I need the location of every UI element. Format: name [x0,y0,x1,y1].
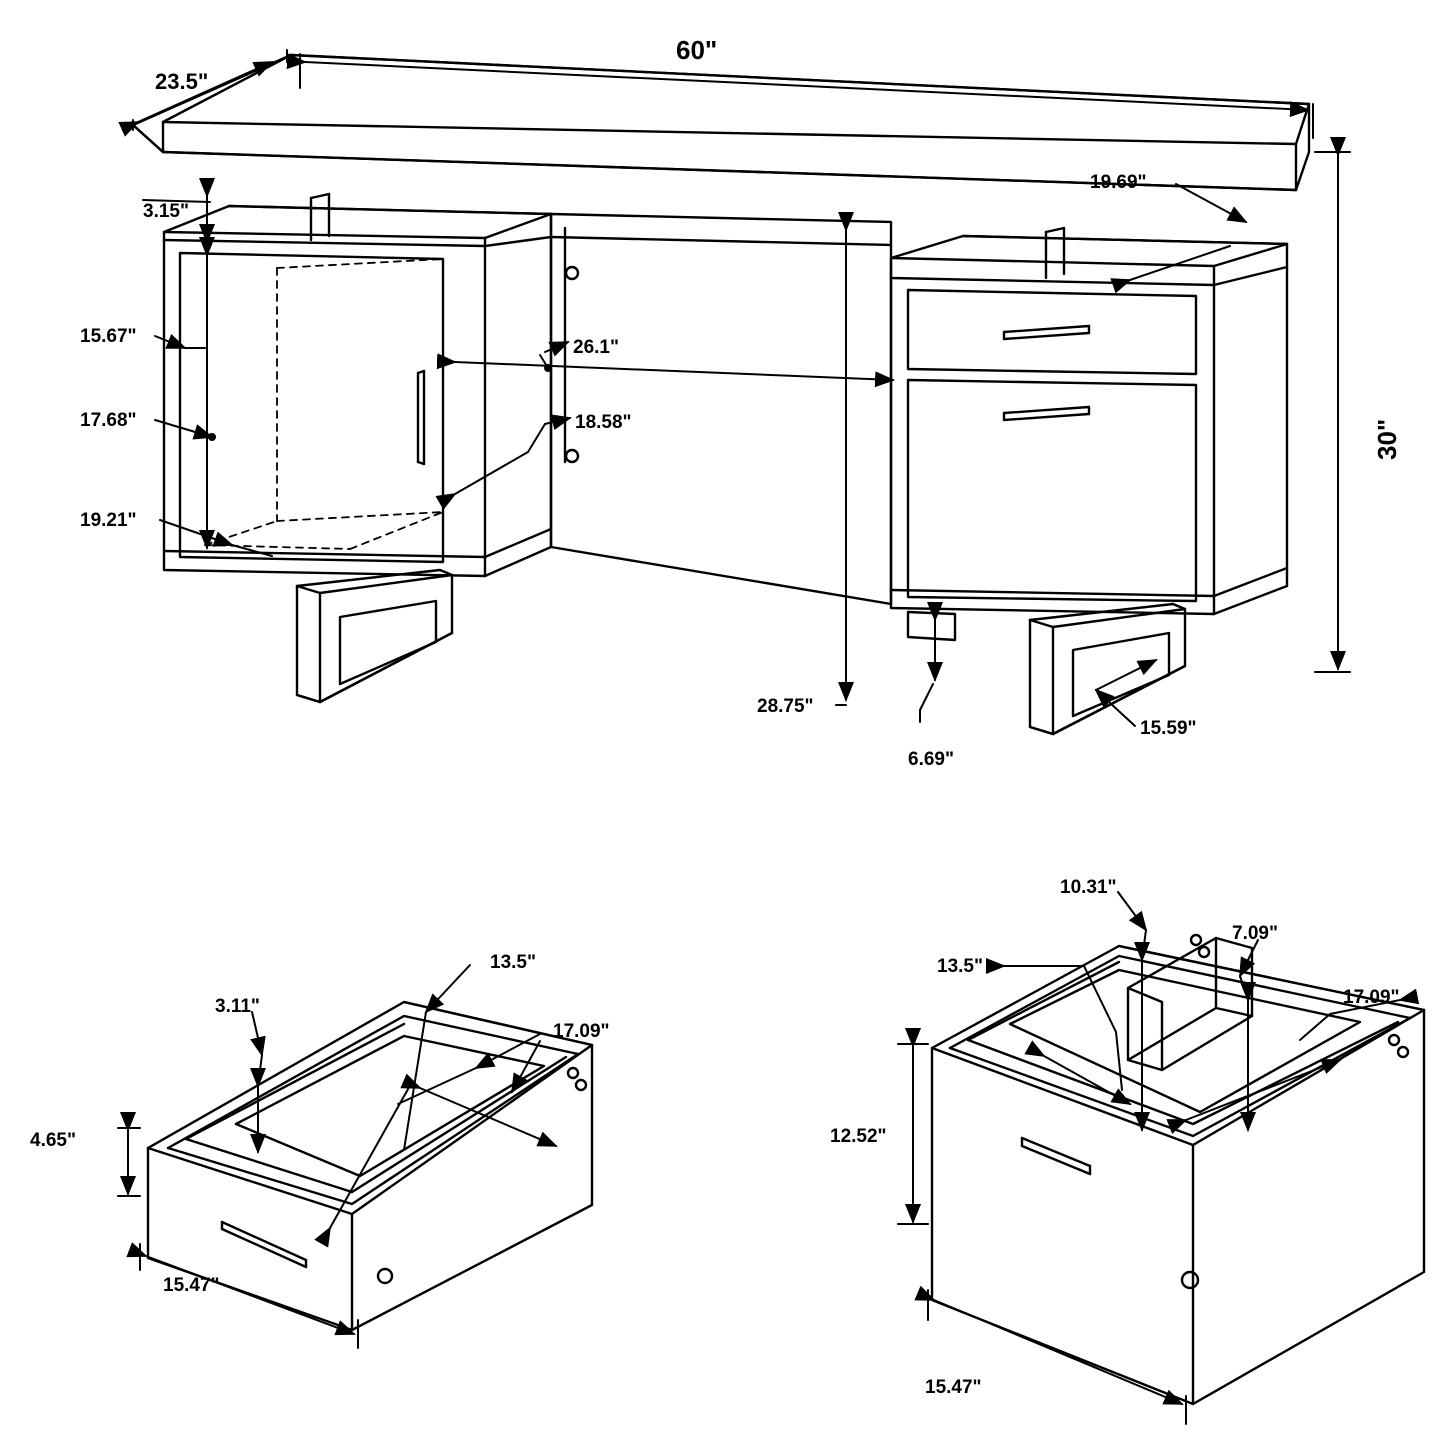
dimension-cabinet-door-height: 17.68" [80,410,137,431]
dimension-file-drawer-width-outer: 15.47" [925,1377,982,1398]
dimension-small-drawer-width-inner: 13.5" [490,952,536,973]
dimension-depth-overall: 23.5" [155,69,209,94]
dimension-lines-assembly [133,50,1350,726]
dimension-knee-space-height: 18.58" [575,412,632,433]
dimension-file-drawer-divider-width: 7.09" [1232,923,1278,944]
dimension-cabinet-interior-height: 15.67" [80,326,137,347]
dimension-top-clearance: 3.15" [143,201,189,222]
dimension-leg-depth: 15.59" [1140,718,1197,739]
dimension-file-drawer-height: 12.52" [830,1126,887,1147]
dimension-small-drawer-height: 4.65" [30,1130,76,1151]
desk-top [133,55,1309,193]
dimension-small-drawer-side-thickness: 3.11" [215,996,260,1017]
dimension-leg-height: 6.69" [908,749,954,770]
dimension-width-overall: 60" [676,35,718,65]
dimension-file-drawer-depth-inner: 17.09" [1343,987,1400,1008]
dimension-small-drawer-depth-inner: 17.09" [553,1021,610,1042]
dimension-knee-space-width: 26.1" [573,337,619,358]
dimension-cabinet-side-height: 19.21" [80,510,137,531]
right-cabinet [891,228,1287,734]
dimension-knee-clearance-height: 28.75" [757,696,814,717]
dimension-small-drawer-width-outer: 15.47" [163,1275,220,1296]
dimension-right-cabinet-depth: 19.69" [1090,172,1147,193]
dimension-file-drawer-width-inner: 13.5" [937,956,983,977]
center-panel [551,214,891,604]
dimension-file-drawer-divider-height: 10.31" [1060,877,1117,898]
left-cabinet [164,194,551,702]
dimension-height-overall: 30" [1372,418,1402,460]
